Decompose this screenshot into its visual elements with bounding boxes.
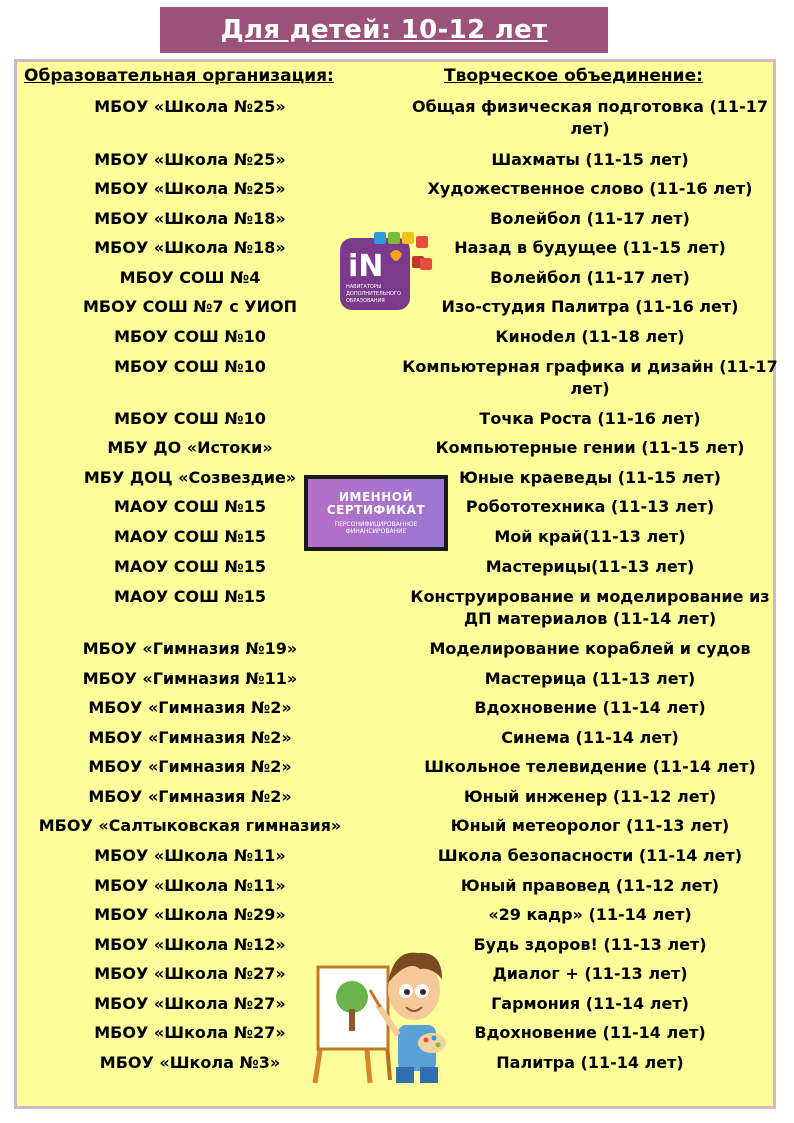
club-name: Вдохновение (11-14 лет) [474,1023,706,1042]
club-name: Юный инженер (11-12 лет) [463,787,717,806]
club-name: Точка Роста (11-16 лет) [479,409,701,428]
organization-name: МБОУ «Гимназия №19» [82,639,298,658]
organization-name: МБОУ «Гимназия №2» [88,757,292,776]
club-name: Волейбол (11-17 лет) [490,268,690,287]
organization-name: МАОУ СОШ №15 [113,497,266,516]
organization-name: МБУ ДОЦ «Созвездие» [83,468,297,487]
club-name: Школьное телевидение (11-14 лет) [424,757,756,776]
organization-name: МБОУ «Школа №25» [94,97,286,116]
club-name: Юные краеведы (11-15 лет) [459,468,721,487]
club-name: Вдохновение (11-14 лет) [474,698,706,717]
club-name: Художественное слово (11-16 лет) [427,179,753,198]
club-name: Робототехника (11-13 лет) [465,497,715,516]
organization-name: МБОУ «Школа №11» [94,876,286,895]
club-name: Синема (11-14 лет) [501,728,679,747]
title-banner [160,7,608,53]
organization-name: МБОУ «Гимназия №2» [88,728,292,747]
club-name: Компьютерная графика и дизайн (11-17 лет) [402,357,778,398]
organization-name: МБОУ «Гимназия №2» [88,698,292,717]
certificate-subtitle: ПЕРСОНИФИЦИРОВАННОЕ ФИНАНСИРОВАНИЕ [334,521,418,535]
organization-name: МБОУ «Школа №12» [94,935,286,954]
organization-name: МБОУ СОШ №10 [114,409,266,428]
club-name: Киноdел (11-18 лет) [495,327,685,346]
club-name: Назад в будущее (11-15 лет) [454,238,726,257]
club-name: Конструирование и моделирование из ДП материалов (11-14 лет) [410,587,770,628]
club-name: Диалог + (11-13 лет) [492,964,688,983]
club-name: Мастерицы(11-13 лет) [485,557,695,576]
organization-name: МБОУ «Школа №27» [94,994,286,1013]
club-name: Моделирование кораблей и судов [429,639,751,658]
organization-name: МАОУ СОШ №15 [113,527,266,546]
organization-name: МБОУ «Гимназия №11» [82,669,298,688]
club-name: Будь здоров! (11-13 лет) [473,935,707,954]
organization-name: МБОУ «Школа №25» [94,150,286,169]
club-name: Школа безопасности (11-14 лет) [437,846,743,865]
certificate-title: ИМЕННОЙ СЕРТИФИКАТ [326,490,426,517]
svg-text:ОБРАЗОВАНИЯ: ОБРАЗОВАНИЯ [346,298,385,304]
organization-name: МБОУ «Школа №18» [94,238,286,257]
org-column-header: Образовательная организация: [24,66,334,86]
organization-name: МБОУ СОШ №4 [119,268,261,287]
organization-name: МАОУ СОШ №15 [113,587,266,606]
svg-text:НАВИГАТОРЫ: НАВИГАТОРЫ [346,284,382,290]
organization-name: МБОУ «Гимназия №2» [88,787,292,806]
organization-name: МАОУ СОШ №15 [113,557,266,576]
club-name: Общая физическая подготовка (11-17 лет) [412,97,768,138]
organization-name: МБОУ СОШ №7 с УИОП [82,297,298,316]
organization-name: МБОУ «Школа №3» [99,1053,281,1072]
organization-name: МБОУ «Школа №11» [94,846,286,865]
club-name: Мастерица (11-13 лет) [484,669,696,688]
organization-name: МБОУ «Школа №27» [94,1023,286,1042]
organization-name: МБОУ «Салтыковская гимназия» [38,816,342,835]
organization-name: МБОУ «Школа №29» [94,905,286,924]
logo-label: iN [348,249,384,284]
page-title: Для детей: 10-12 лет [220,15,548,45]
club-name: Изо-студия Палитра (11-16 лет) [441,297,739,316]
svg-text:ДОПОЛНИТЕЛЬНОГО: ДОПОЛНИТЕЛЬНОГО [346,291,401,297]
club-column-header: Творческое объединение: [444,66,703,86]
club-name: Юный метеоролог (11-13 лет) [450,816,730,835]
club-name: «29 кадр» (11-14 лет) [488,905,692,924]
club-name: Мой край(11-13 лет) [494,527,686,546]
organization-name: МБОУ «Школа №25» [94,179,286,198]
organization-name: МБОУ СОШ №10 [114,357,266,376]
organization-name: МБУ ДО «Истоки» [107,438,273,457]
club-name: Волейбол (11-17 лет) [490,209,690,228]
navigator-logo [338,232,438,312]
certificate-badge [304,475,448,551]
organization-name: МБОУ «Школа №18» [94,209,286,228]
club-name: Гармония (11-14 лет) [491,994,689,1013]
organization-name: МБОУ «Школа №27» [94,964,286,983]
club-name: Компьютерные гении (11-15 лет) [435,438,745,457]
club-name: Палитра (11-14 лет) [496,1053,684,1072]
organization-name: МБОУ СОШ №10 [114,327,266,346]
club-name: Юный правовед (11-12 лет) [460,876,720,895]
club-name: Шахматы (11-15 лет) [491,150,689,169]
boy-with-easel-illustration [310,935,450,1085]
